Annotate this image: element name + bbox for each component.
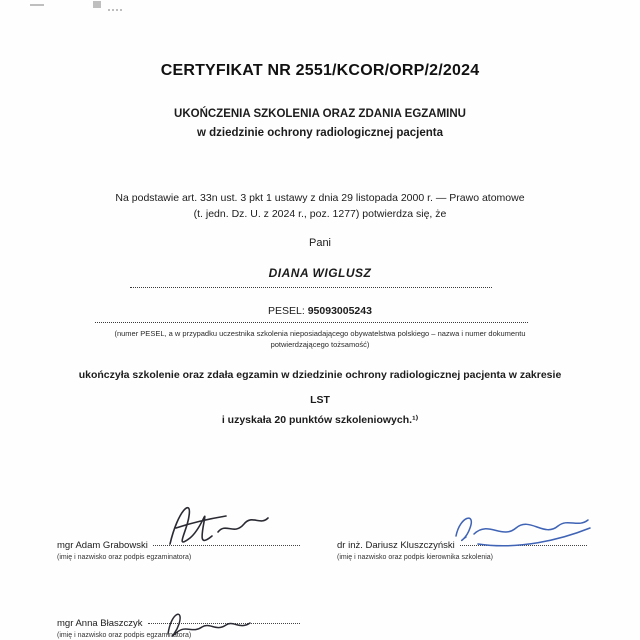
recipient-name-dotted-line [130, 287, 492, 288]
legal-basis-line-1: Na podstawie art. 33n ust. 3 pkt 1 ustawy z dnia 29 listopada 2000 r. — Prawo atomowe [115, 192, 525, 204]
signature-block-examiner-2 [57, 618, 300, 639]
scan-artifact [30, 4, 44, 6]
certificate-title: CERTYFIKAT NR 2551/KCOR/ORP/2/2024 [160, 62, 480, 79]
signature-caption: (imię i nazwisko oraz podpis egzaminatora) [57, 632, 192, 639]
training-scope: LST [310, 394, 330, 406]
signature-block-examiner [57, 540, 300, 561]
signatory-line [57, 618, 300, 629]
pesel-value: 95093005243 [307, 305, 372, 317]
signatory-line [337, 540, 587, 551]
pesel-footnote: (numer PESEL, a w przypadku uczestnika szkolenia nieposiadającego obywatelstwa polskiego – nazwa i numer dokumentu potwierdzającego tożsamość) [114, 329, 526, 349]
signatory-name: mgr Anna Błaszczyk [57, 618, 143, 629]
signature-dotted-leader [148, 623, 300, 624]
pesel-row [0, 305, 640, 317]
salutation: Pani [308, 237, 332, 249]
scan-artifact [93, 1, 101, 8]
signatory-name: mgr Adam Grabowski [57, 540, 148, 551]
signatory-line [57, 540, 300, 551]
recipient-name: DIANA WIGLUSZ [268, 266, 372, 280]
signature-caption: (imię i nazwisko oraz podpis egzaminatora) [57, 554, 192, 561]
scan-artifact [108, 7, 122, 11]
pesel-dotted-line [95, 322, 528, 323]
signature-block-supervisor [337, 540, 587, 561]
completion-statement: ukończyła szkolenie oraz zdała egzamin w dziedzinie ochrony radiologicznej pacjenta w zakresie [78, 369, 562, 381]
signature-dotted-leader [153, 545, 300, 546]
signature-caption: (imię i nazwisko oraz podpis kierownika szkolenia) [337, 554, 494, 561]
legal-basis-line-2: (t. jedn. Dz. U. z 2024 r., poz. 1277) potwierdza się, że [193, 208, 447, 220]
points-statement: i uzyskała 20 punktów szkoleniowych.¹⁾ [221, 414, 419, 426]
certificate-subtitle-line-1: UKOŃCZENIA SZKOLENIA ORAZ ZDANIA EGZAMINU [174, 108, 466, 120]
certificate-subtitle-line-2: w dziedzinie ochrony radiologicznej pacjenta [196, 127, 443, 139]
signature-dotted-leader [460, 545, 587, 546]
signatory-name: dr inż. Dariusz Kluszczyński [337, 540, 455, 551]
pesel-label: PESEL: [268, 305, 305, 317]
